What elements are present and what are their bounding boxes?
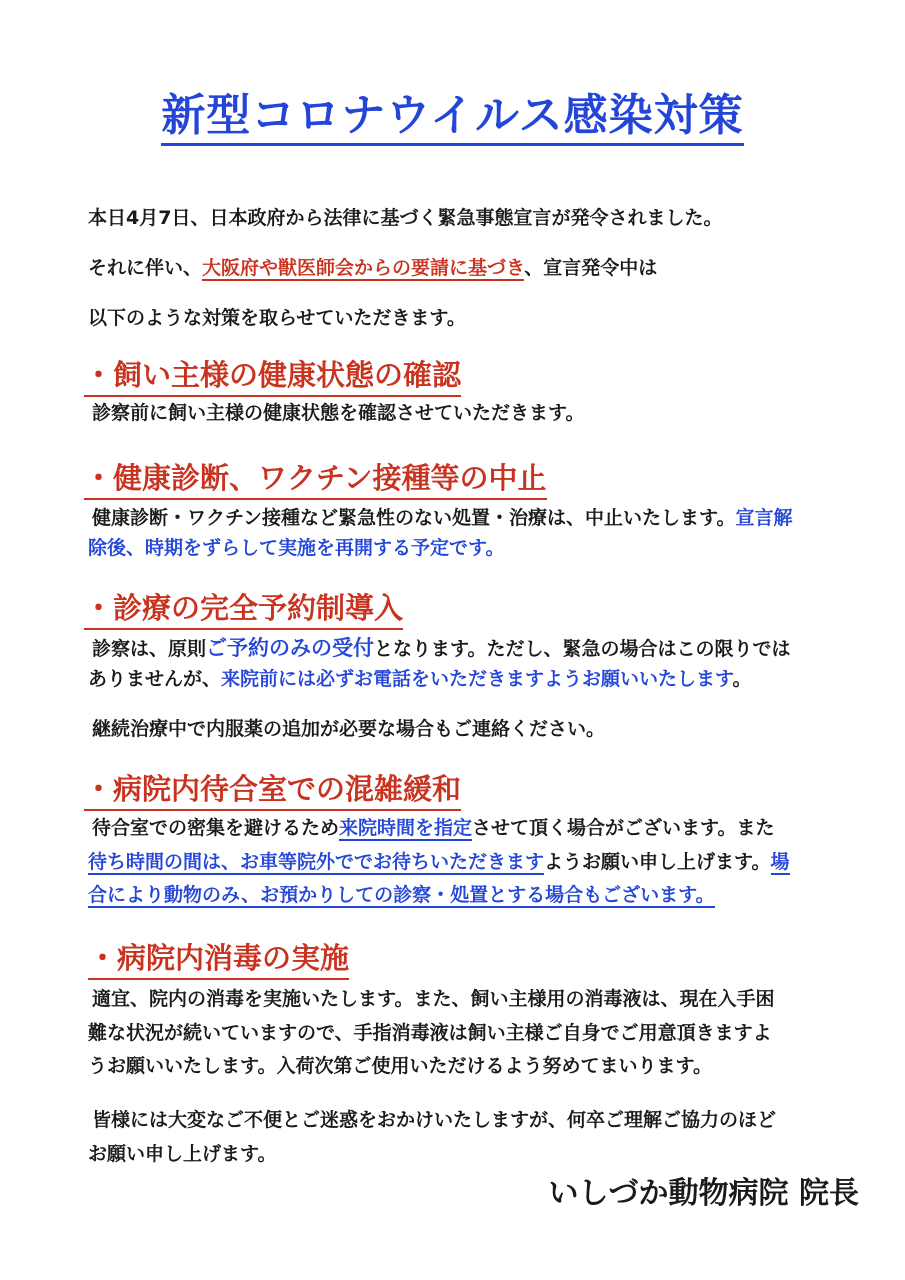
section-5-line-3: うお願いいたします。入荷次第ご使用いただけるよう努めてまいります。: [88, 1055, 712, 1077]
section-3-line-2: [88, 664, 828, 694]
section-4-blue-start: 場: [770, 851, 790, 873]
section-heading-health-check: ・飼い主様の健康状態の確認: [84, 355, 461, 397]
section-3-call-before-visit: 来院前には必ずお電話をいただきますようお願いいたします: [221, 668, 733, 690]
section-1-line-1: 診察前に飼い主様の健康状態を確認させていただきます。: [92, 402, 585, 424]
section-3-line-1: [92, 633, 832, 664]
section-3-line-2-lead: ありませんが、: [88, 668, 222, 690]
section-4-line-1: [92, 813, 832, 843]
section-2-line-2: 除後、時期をずらして実施を再開する予定です。: [88, 537, 505, 559]
section-4-line-1-tail: させて頂く場合がございます。また: [472, 817, 775, 839]
section-4-wait-outside: 待ち時間の間は、お車等院外ででお待ちいただきます: [88, 851, 545, 873]
closing-line-2: お願い申し上げます。: [88, 1143, 277, 1165]
section-heading-checkup-suspension: ・健康診断、ワクチン接種等の中止: [84, 458, 547, 500]
intro-line-2-lead: それに伴い、: [88, 257, 203, 279]
section-4-line-1-lead: 待合室での密集を避けるため: [92, 817, 340, 839]
section-4-line-2-mid: ようお願い申し上げます。: [544, 851, 771, 873]
intro-line-2-tail: 、宣言発令中は: [524, 257, 658, 279]
section-2-line-1: [92, 503, 832, 533]
section-heading-disinfection: ・病院内消毒の実施: [88, 938, 349, 980]
section-2-blue-start: 宣言解: [735, 507, 793, 529]
section-3-reservation-only: ご予約のみの受付: [206, 636, 375, 660]
section-3-line-3: 継続治療中で内服薬の追加が必要な場合もご連絡ください。: [92, 718, 606, 740]
section-2-line-1-text: 健康診断・ワクチン接種など緊急性のない処置・治療は、中止いたします。: [92, 507, 736, 529]
section-4-line-3-text: 合により動物のみ、お預かりしての診察・処置とする場合もございます。: [88, 884, 715, 906]
section-4-appointment-time: 来院時間を指定: [339, 817, 473, 839]
page-title-text: 新型コロナウイルス感染対策: [161, 90, 743, 146]
section-5-line-2: 難な状況が続いていますので、手指消毒液は飼い主様ご自身でご用意頂きますよ: [88, 1022, 772, 1044]
section-4-line-2: [88, 847, 828, 877]
intro-highlight-request: 大阪府や獣医師会からの要請に基づき: [202, 257, 525, 279]
intro-line-2: [88, 253, 828, 283]
section-3-line-2-tail: 。: [732, 668, 752, 690]
section-5-line-1: 適宜、院内の消毒を実施いたします。また、飼い主様用の消毒液は、現在入手困: [92, 988, 775, 1010]
signature: いしづか動物病院 院長: [548, 1176, 859, 1211]
section-heading-reservation: ・診療の完全予約制導入: [84, 588, 403, 630]
section-4-line-3: [88, 880, 828, 910]
section-3-line-1-lead: 診察は、原則: [92, 638, 207, 660]
intro-line-1: 本日4月7日、日本政府から法律に基づく緊急事態宣言が発令されました。: [88, 207, 723, 229]
section-3-line-1-tail: となります。ただし、緊急の場合はこの限りでは: [374, 638, 791, 660]
intro-line-3: 以下のような対策を取らせていただきます。: [88, 307, 466, 329]
page-title: [0, 86, 905, 146]
section-heading-waiting-room: ・病院内待合室での混雑緩和: [84, 769, 461, 811]
closing-line-1: 皆様には大変なご不便とご迷惑をおかけいたしますが、何卒ご理解ご協力のほど: [92, 1109, 777, 1131]
